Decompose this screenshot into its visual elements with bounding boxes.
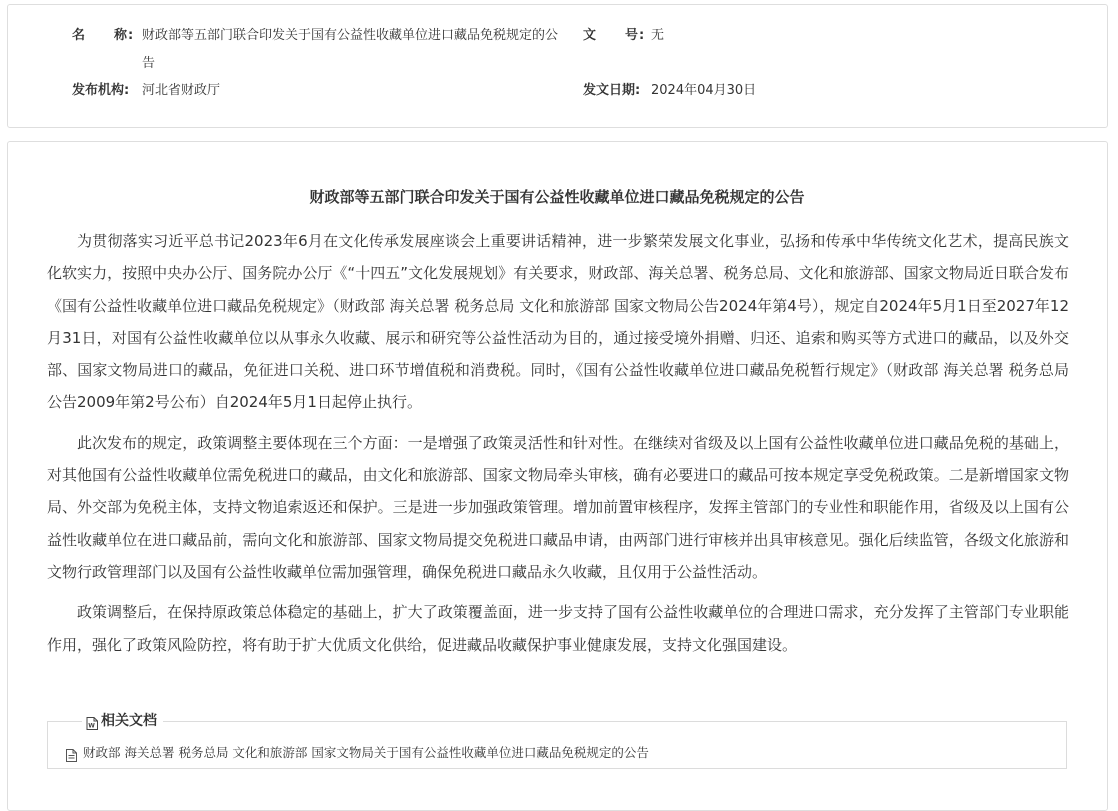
word-doc-icon xyxy=(86,715,98,728)
document-number-value: 无 xyxy=(651,28,665,43)
svg-text:W: W xyxy=(88,722,95,729)
article-body xyxy=(47,225,1069,669)
name-value: 财政部等五部门联合印发关于国有公益性收藏单位进口藏品免税规定的公告 xyxy=(142,28,559,71)
related-document-label[interactable]: 财政部 海关总署 税务总局 文化和旅游部 国家文物局关于国有公益性收藏单位进口藏品免税规定的公告 xyxy=(83,745,649,760)
article-paragraph: 此次发布的规定，政策调整主要体现在三个方面：一是增强了政策灵活性和针对性。在继续对省级及以上国有公益性收藏单位进口藏品免税的基础上，对其他国有公益性收藏单位需免税进口的藏品，由文化和旅游部、国家文物局牵头审核，确有必要进口的藏品可按本规定享受免税政策。二是新增国家文物局、外交部为免税主体，支持文物追索返还和保护。三是进一步加强政策管理。增加前置审核程序，发挥主管部门的专业性和职能作用，省级及以上国有公益性收藏单位在进口藏品前，需向文化和旅游部、国家文物局提交免税进口藏品申请，由两部门进行审核并出具审核意见。强化后续监管，各级文化旅游和文物行政管理部门以及国有公益性收藏单位需加强管理，确保免税进口藏品永久收藏，且仅用于公益性活动。 xyxy=(47,433,1069,581)
issue-date-label: 发文日期: xyxy=(583,83,641,98)
related-document-link[interactable] xyxy=(66,742,649,764)
article-paragraph: 政策调整后，在保持原政策总体稳定的基础上，扩大了政策覆盖面，进一步支持了国有公益性收藏单位的合理进口需求，充分发挥了主管部门专业职能作用，强化了政策风险防控，将有助于扩大优质文化供给，促进藏品收藏保护事业健康发展，支持文化强国建设。 xyxy=(47,603,1069,654)
publisher-value: 河北省财政厅 xyxy=(142,83,221,98)
article-title: 财政部等五部门联合印发关于国有公益性收藏单位进口藏品免税规定的公告 xyxy=(309,188,805,206)
article-paragraph: 为贯彻落实习近平总书记2023年6月在文化传承发展座谈会上重要讲话精神，进一步繁荣发展文化事业，弘扬和传承中华传统文化艺术，提高民族文化软实力，按照中央办公厅、国务院办公厅《“十四五”文化发展规划》有关要求，财政部、海关总署、税务总局、文化和旅游部、国家文物局近日联合发布《国有公益性收藏单位进口藏品免税规定》（财政部 海关总署 税务总局 文化和旅游部 国家文物局公告2024年第4号），规定自2024年5月1日至2027年12月31日，对国有公益性收藏单位以从事永久收藏、展示和研究等公益性活动为目的，通过接受境外捐赠、归还、追索和购买等方式进口的藏品，以及外交部、国家文物局进口的藏品，免征进口关税、进口环节增值税和消费税。同时，《国有公益性收藏单位进口藏品免税暂行规定》（财政部 海关总署 税务总局公告2009年第2号公布）自2024年5月1日起停止执行。 xyxy=(47,232,1069,412)
issue-date-value: 2024年04月30日 xyxy=(651,83,757,98)
document-icon xyxy=(66,747,77,760)
publisher-label: 发布机构: xyxy=(72,83,130,98)
related-documents-heading: W 相关文档 xyxy=(82,710,163,732)
